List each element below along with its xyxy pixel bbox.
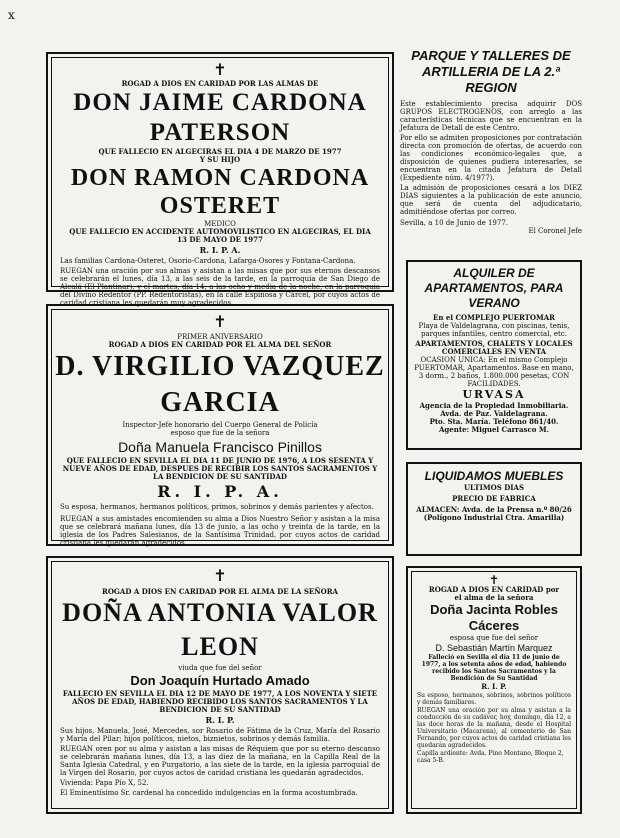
ad2-l4: OCASION UNICA: En el mismo Complejo PUERTOMAR, Apartamentos. Base en mano, 3 dorm., 2 baños, 1.800.000 pesetas, CON FACILIDADES.	[414, 356, 574, 388]
obit4-intro: ROGAD A DIOS EN CARIDAD por el alma de la señora	[428, 585, 560, 602]
obit4-address: Capilla ardiente: Avda. Pino Montano, Bloque 2, casa 5-B.	[417, 750, 564, 764]
obit2-name: D. VIRGILIO VAZQUEZ GARCIA	[55, 351, 385, 418]
cross-icon: ✝	[488, 573, 500, 587]
ad3-l3: ALMACEN: Avda. de la Prensa n.º 80/26	[416, 505, 572, 514]
obit1-name2: DON RAMON CARDONA OSTERET	[70, 165, 370, 219]
cross-icon: ✝	[213, 312, 227, 331]
ad-parque-talleres	[400, 48, 582, 258]
ad-apartamentos	[406, 260, 582, 450]
ad1-title: PARQUE Y TALLERES DE ARTILLERIA DE LA 2.ª REGION	[411, 48, 571, 95]
obit3-rip: R. I. P.	[205, 715, 235, 725]
obit1-line2: QUE FALLECIO EN ACCIDENTE AUTOMOVILISTICO EN ALGECIRAS, EL DIA 13 DE MAYO DE 1977	[69, 227, 371, 244]
obit3-husband: Don Joaquín Hurtado Amado	[130, 673, 310, 688]
obit1-y-su-hijo: Y SU HIJO	[199, 155, 241, 164]
obit2-ruegan: RUEGAN a sus amistades encomienden su alma a Dios Nuestro Señor y asistan a la misa que se celebrará mañana lunes, día 13 de junio, a las ocho y treinta de la tarde, en la iglesia de los Padres Salesianos, de la Santísima Trinidad, por cuyos actos de caridad cristiana les quedarán agradecidos.	[60, 515, 380, 547]
obit3-indulgencias: El Eminentísimo Sr. cardenal ha concedido indulgencias en la forma acostumbrada.	[60, 789, 358, 797]
obit4-rip: R. I. P.	[481, 682, 507, 691]
obituary-valor	[46, 556, 394, 814]
obit2-intro: ROGAD A DIOS EN CARIDAD POR EL ALMA DEL SEÑOR	[108, 340, 332, 349]
ad2-l1: En el COMPLEJO PUERTOMAR	[433, 313, 555, 322]
obit2-ripa: R. I. P. A.	[157, 482, 283, 501]
obituary-robles	[406, 566, 582, 814]
obit1-families: Las familias Cardona-Osteret, Osorio-Cardona, Lafarga-Osores y Fontana-Cardona.	[60, 257, 356, 265]
obit4-name: Doña Jacinta Robles Cáceres	[430, 602, 558, 633]
obit4-died: Falleció en Sevilla el día 11 de junio de 1977, a los setenta años de edad, habiendo recibido los Santos Sacramentos y la Bendición de Su Santidad	[421, 654, 567, 682]
obit1-ruegan: RUEGAN una oración por sus almas y asistan a las misas que por sus eternos descansos se celebrarán el lunes, día 13, a las seis de la tarde, en la parroquia de San Diego de Alcalá (El Plantinar), y el martes, día 14, a las ocho y media de la noche, en la parroquia del Divino Redentor (PP. Redentoristas), en la calle Espinosa y Cárcel, por cuyos actos de caridad cristiana les quedarán muy agradecidos.	[60, 267, 380, 307]
obit4-ruegan: RUEGAN una oración por su alma y asistan a la conducción de su cadáver, hoy, domingo, día 12, a las doce horas de la mañana, desde el Hospital Universitario (Macarena), al cementerio de San Fernando, por cuyos actos de caridad cristiana les quedarán agradecidos.	[417, 707, 571, 749]
obit3-died: FALLECIO EN SEVILLA EL DIA 12 DE MAYO DE 1977, A LOS NOVENTA Y SIETE AÑOS DE EDAD, HABIENDO RECIBIDO LOS SANTOS SACRAMENTOS Y LA BENDICION DE SU SANTIDAD	[62, 689, 378, 714]
obit2-role: Inspector-Jefe honorario del Cuerpo General de Policía	[122, 421, 318, 429]
obit2-esposo: esposo que fue de la señora	[170, 429, 270, 437]
cross-icon: ✝	[213, 566, 227, 585]
obit3-intro: ROGAD A DIOS EN CARIDAD POR EL ALMA DE LA SEÑORA	[102, 587, 338, 596]
obit4-esposa: esposa que fue del señor	[449, 634, 539, 642]
ad1-body2: Por ello se admiten proposiciones por contratación directa con promoción de ofertas, de acuerdo con las condiciones económico-legales que, a disposición de quienes pudiera interesarles, se encuentran en la citada Jefatura de Detall (Expediente núm. 4/1977).	[400, 134, 582, 182]
obit2-anniv: PRIMER ANIVERSARIO	[177, 333, 263, 341]
obit3-ruegan: RUEGAN oren por su alma y asistan a las misas de Réquiem que por su eterno descanso se celebrarán mañana lunes, día 13, a las diez de la mañana, en la Capilla Real de la Santa Iglesia Catedral, y en Purgatorio, a las siete de la tarde, en la iglesia parroquial de la Virgen del Rosario, por cuyos actos de caridad cristiana les quedarán agradecidos.	[60, 745, 380, 777]
ad2-l8: Agente: Miguel Carrasco M.	[438, 425, 550, 434]
ad1-body: Este establecimiento precisa adquirir DOS GRUPOS ELECTROGENOS, con arreglo a las características técnicas que se encuentran en la Jefatura de Detall de este Centro.	[400, 100, 582, 132]
obituary-vazquez	[46, 304, 394, 546]
ad1-sign: El Coronel Jefe	[528, 227, 582, 235]
obit2-died: QUE FALLECIO EN SEVILLA EL DIA 11 DE JUNIO DE 1976, A LOS SESENTA Y NUEVE AÑOS DE EDAD, DESPUES DE RECIBIR LOS SANTOS SACRAMENTOS Y LA BENDICION DE SU SANTIDAD	[62, 456, 378, 481]
page-mark: x	[8, 8, 15, 22]
obit3-vivienda: Vivienda: Papa Pío X, 52.	[60, 779, 149, 787]
cross-icon: ✝	[213, 60, 227, 79]
ad3-l2: PRECIO DE FABRICA	[452, 494, 536, 503]
obit2-wife: Doña Manuela Francisco Pinillos	[118, 439, 322, 455]
ad2-title: ALQUILER DE APARTAMENTOS, PARA VERANO	[424, 266, 564, 310]
ad2-l2: Playa de Valdelagrana, con piscinas, tenis, parques infantiles, centro comercial, etc.	[418, 322, 570, 338]
obit3-viuda: viuda que fue del señor	[178, 664, 262, 672]
obit3-name: DOÑA ANTONIA VALOR LEON	[62, 598, 378, 661]
ad-liquidamos	[406, 462, 582, 556]
obit3-family: Sus hijos, Manuela, José, Mercedes, sor Rosario de Fátima de la Cruz, María del Rosario y María del Pilar; hijos políticos, nietos, biznietos, sobrinos y demás familia.	[60, 727, 380, 743]
ad2-l5: Agencia de la Propiedad Inmobiliaria.	[419, 401, 569, 410]
obit1-intro: ROGAD A DIOS EN CARIDAD POR LAS ALMAS DE	[121, 79, 319, 88]
ad3-title: LIQUIDAMOS MUEBLES	[424, 469, 564, 483]
ad2-l7: Pto. Sta. María. Teléfono 861/40.	[429, 417, 559, 426]
obit4-husband: D. Sebastián Martín Marquez	[435, 643, 553, 653]
ad3-l1: ULTIMOS DIAS	[463, 483, 525, 492]
ad2-l3: APARTAMENTOS, CHALETS Y LOCALES COMERCIALES EN VENTA	[415, 339, 573, 356]
ad1-date: Sevilla, a 10 de Junio de 1977.	[400, 219, 509, 227]
obit1-line1: QUE FALLECIO EN ALGECIRAS EL DIA 4 DE MARZO DE 1977	[98, 147, 342, 156]
obit1-ripa: R. I. P. A.	[199, 245, 241, 255]
ad2-brand: URVASA	[462, 388, 526, 401]
obit2-family: Su esposa, hermanos, hermanos políticos, primos, sobrinos y demás parientes y afectos.	[60, 503, 374, 511]
ad3-l4: (Polígono Industrial Ctra. Amarilla)	[423, 513, 565, 522]
obituary-cardona	[46, 52, 394, 307]
ad2-l6: Avda. de Paz. Valdelagrana.	[440, 409, 548, 418]
obit1-name1: DON JAIME CARDONA PATERSON	[73, 89, 367, 146]
obit1-medico: MEDICO	[204, 220, 236, 228]
ad1-body3: La admisión de proposiciones cesará a los DIEZ DIAS siguientes a la publicación de este anuncio, que será de cuenta del adjudicatario, admitiéndose ofertas por correo.	[400, 184, 582, 216]
obit4-family: Su esposo, hermanos, sobrinos, sobrinos políticos y demás familiares.	[417, 692, 571, 706]
